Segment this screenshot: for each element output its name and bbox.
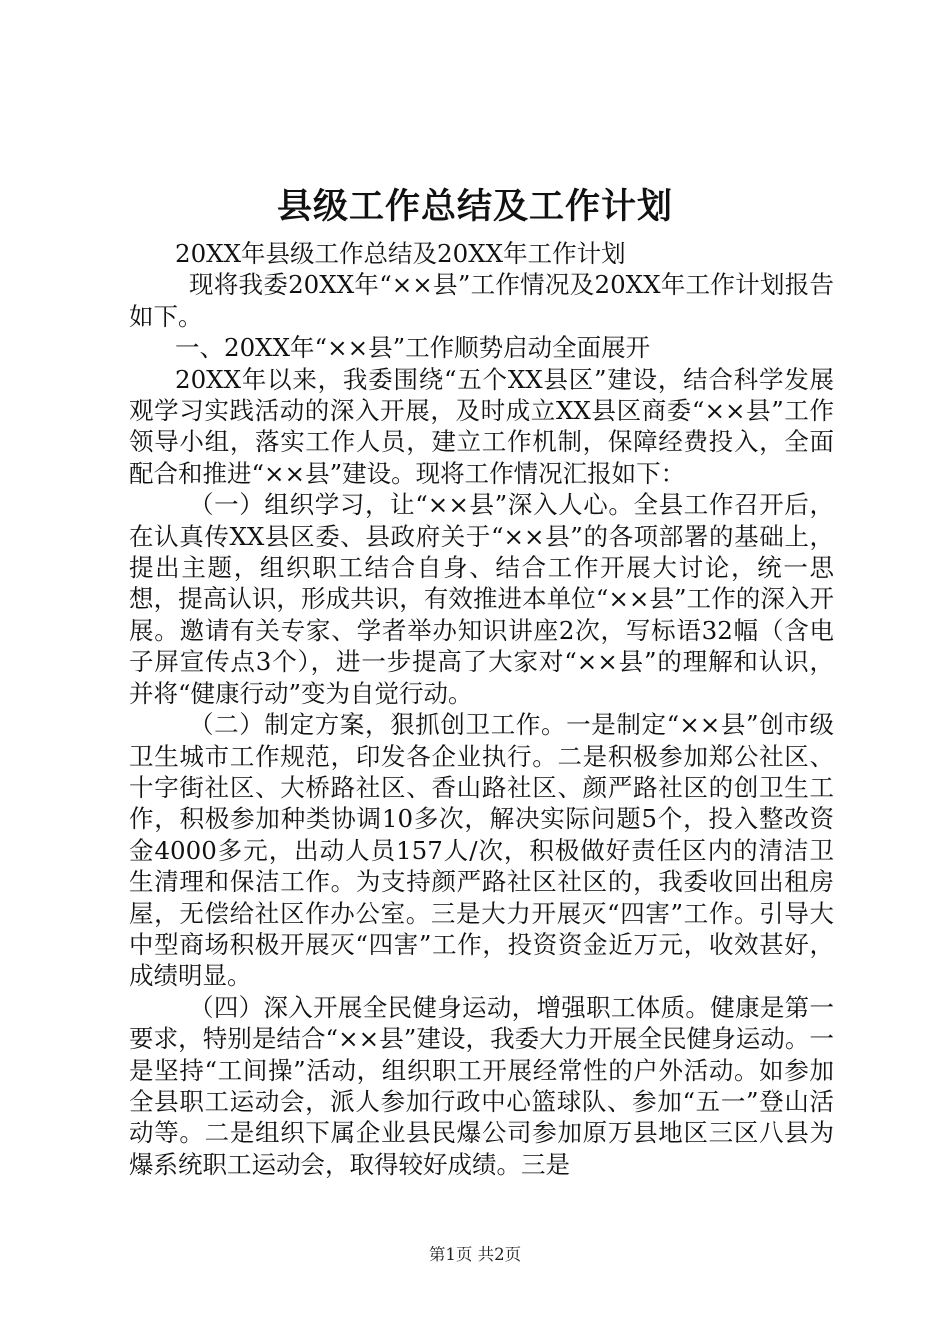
body-paragraph: （二）制定方案，狠抓创卫工作。一是制定“××县”创市级卫生城市工作规范，印发各企业执行。二是积极参加郑公社区、十字街社区、大桥路社区、香山路社区、颜严路社区的创卫生工作，积极参加种类协调10多次，解决实际问题5个，投入整改资金4000多元，出动人员157人/次，积极做好责任区内的清洁卫生清理和保洁工作。为支持颜严路社区社区的，我委收回出租房屋，无偿给社区作办公室。三是大力开展灭“四害”工作。引导大中型商场积极开展灭“四害”工作，投资资金近万元，收效甚好，成绩明显。: [129, 710, 834, 991]
document-body: [129, 238, 834, 1180]
page-footer: 第1页 共2页: [428, 1245, 522, 1264]
section-heading: 一、20XX年“××县”工作顺势启动全面展开: [175, 333, 651, 363]
document-title: 县级工作总结及工作计划: [276, 186, 673, 227]
body-paragraph: 20XX年以来，我委围绕“五个XX县区”建设，结合科学发展观学习实践活动的深入开展，及时成立XX县区商委“××县”工作领导小组，落实工作人员，建立工作机制，保障经费投入，全面配合和推进“××县”建设。现将工作情况汇报如下：: [129, 364, 834, 488]
intro-paragraph: 现将我委20XX年“××县”工作情况及20XX年工作计划报告如下。: [129, 270, 834, 331]
body-paragraph: （四）深入开展全民健身运动，增强职工体质。健康是第一要求，特别是结合“××县”建设，我委大力开展全民健身运动。一是坚持“工间操”活动，组织职工开展经常性的户外活动。如参加全县职工运动会，派人参加行政中心篮球队、参加“五一”登山活动等。二是组织下属企业县民爆公司参加原万县地区三区八县为爆系统职工运动会，取得较好成绩。三是: [129, 992, 834, 1179]
body-paragraph: （一）组织学习，让“××县”深入人心。全县工作召开后，在认真传XX县区委、县政府关于“××县”的各项部署的基础上，提出主题，组织职工结合自身、结合工作开展大讨论，统一思想，提高认识，形成共识，有效推进本单位“××县”工作的深入开展。邀请有关专家、学者举办知识讲座2次，写标语32幅（含电子屏宣传点3个），进一步提高了大家对“××县”的理解和认识，并将“健康行动”变为自觉行动。: [129, 490, 834, 708]
subtitle-paragraph: 20XX年县级工作总结及20XX年工作计划: [175, 239, 626, 268]
